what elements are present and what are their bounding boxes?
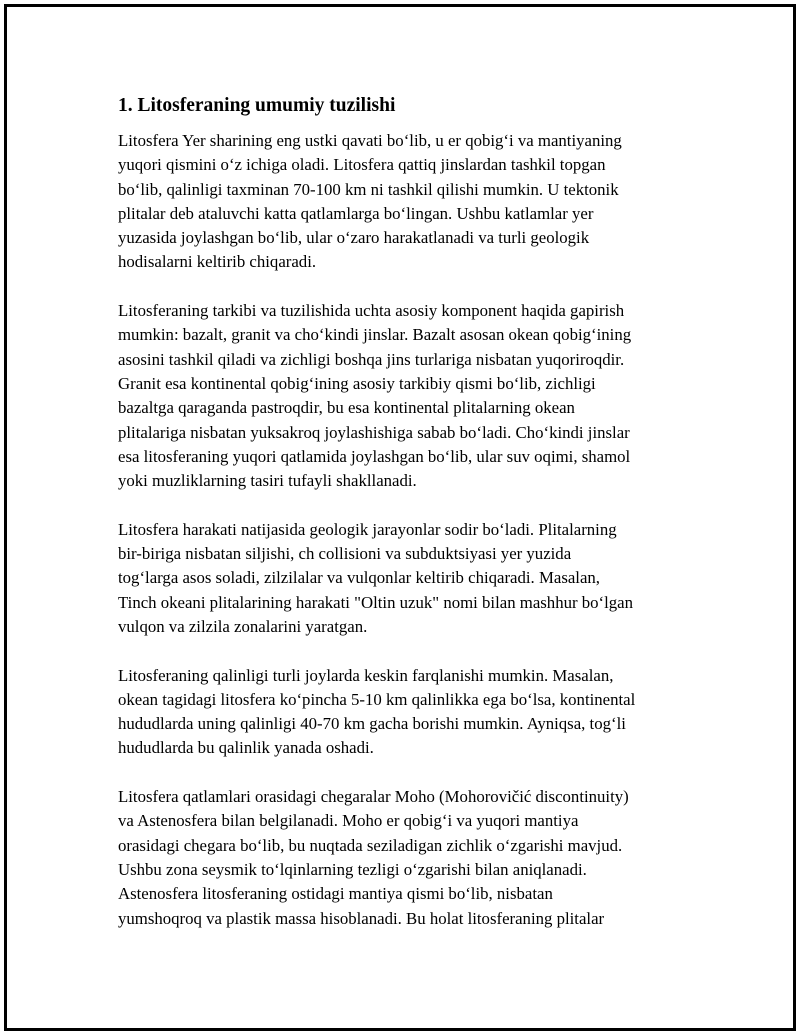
paragraph-line: Litosferaning qalinligi turli joylarda keskin farqlanishi mumkin. Masalan, <box>118 665 614 685</box>
paragraph-line: Tinch okeani plitalarining harakati "Oltin uzuk" nomi bilan mashhur bo‘lgan <box>118 592 634 612</box>
paragraph-line: Litosfera qatlamlari orasidagi chegaralar Moho (Mohorovičić discontinuity) <box>118 787 629 807</box>
paragraph-line: Litosfera harakati natijasida geologik jarayonlar sodir bo‘ladi. Plitalarning <box>118 519 617 539</box>
paragraph-line: yumshoqroq va plastik massa hisoblanadi. Bu holat litosferaning plitalar <box>118 908 605 928</box>
paragraph-2 <box>118 299 698 493</box>
paragraph-line: yuqori qismini o‘z ichiga oladi. Litosfera qattiq jinslardan tashkil topgan <box>118 155 606 175</box>
paragraph-line: mumkin: bazalt, granit va cho‘kindi jinslar. Bazalt asosan okean qobig‘ining <box>118 325 632 345</box>
paragraph-line: vulqon va zilzila zonalarini yaratgan. <box>118 616 368 636</box>
paragraph-3 <box>118 518 698 639</box>
section-heading: 1. Litosferaning umumiy tuzilishi <box>118 95 396 116</box>
paragraph-line: bazaltga qaraganda pastroqdir, bu esa kontinental plitalarning okean <box>118 398 575 418</box>
paragraph-4 <box>118 664 698 761</box>
paragraph-line: va Astenosfera bilan belgilanadi. Moho er qobig‘i va yuqori mantiya <box>118 811 579 831</box>
paragraph-line: plitalariga nisbatan yuksakroq joylashishiga sabab bo‘ladi. Cho‘kindi jinslar <box>118 422 630 442</box>
paragraph-line: Granit esa kontinental qobig‘ining asosiy tarkibiy qismi bo‘lib, zichligi <box>118 373 596 393</box>
paragraph-line: yoki muzliklarning tasiri tufayli shakllanadi. <box>118 471 417 491</box>
paragraph-5 <box>118 785 698 931</box>
paragraph-line: hududlarda bu qalinlik yanada oshadi. <box>118 738 374 758</box>
paragraph-line: hududlarda uning qalinligi 40-70 km gacha borishi mumkin. Ayniqsa, tog‘li <box>118 714 626 734</box>
paragraph-line: tog‘larga asos soladi, zilzilalar va vulqonlar keltirib chiqaradi. Masalan, <box>118 568 600 588</box>
paragraph-line: plitalar deb ataluvchi katta qatlamlarga bo‘lingan. Ushbu katlamlar yer <box>118 203 594 223</box>
paragraph-line: Ushbu zona seysmik to‘lqinlarning tezligi o‘zgarishi bilan aniqlanadi. <box>118 859 587 879</box>
paragraph-line: hodisalarni keltirib chiqaradi. <box>118 252 317 272</box>
paragraph-line: asosini tashkil qiladi va zichligi boshqa jins turlariga nisbatan yuqoriroqdir. <box>118 349 625 369</box>
document-body <box>118 94 698 955</box>
paragraph-line: yuzasida joylashgan bo‘lib, ular o‘zaro harakatlanadi va turli geologik <box>118 228 590 248</box>
paragraph-line: bo‘lib, qalinligi taxminan 70-100 km ni tashkil qilishi mumkin. U tektonik <box>118 179 619 199</box>
paragraph-line: Litosferaning tarkibi va tuzilishida uchta asosiy komponent haqida gapirish <box>118 301 625 321</box>
paragraph-line: esa litosferaning yuqori qatlamida joylashgan bo‘lib, ular suv oqimi, shamol <box>118 446 631 466</box>
paragraph-1 <box>118 129 698 275</box>
paragraph-line: Astenosfera litosferaning ostidagi mantiya qismi bo‘lib, nisbatan <box>118 884 553 904</box>
paragraph-line: orasidagi chegara bo‘lib, bu nuqtada seziladigan zichlik o‘zgarishi mavjud. <box>118 835 623 855</box>
paragraph-line: bir-biriga nisbatan siljishi, ch collisioni va subduktsiyasi yer yuzida <box>118 544 572 564</box>
paragraph-line: Litosfera Yer sharining eng ustki qavati bo‘lib, u er qobig‘i va mantiyaning <box>118 131 622 150</box>
paragraph-line: okean tagidagi litosfera ko‘pincha 5-10 km qalinlikka ega bo‘lsa, kontinental <box>118 689 636 709</box>
